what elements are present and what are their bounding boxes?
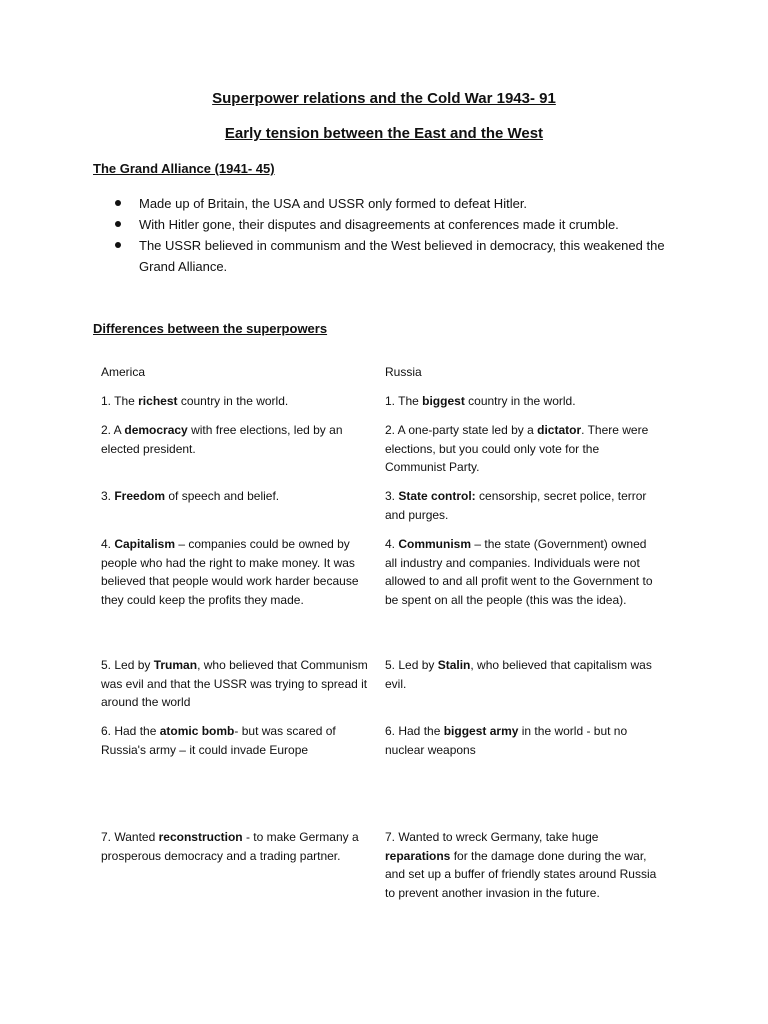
- column-header-russia: Russia: [385, 365, 422, 379]
- bullet-icon: [115, 242, 121, 248]
- table-cell-america: 7. Wanted reconstruction - to make Germany a prosperous democracy and a trading partner.: [101, 830, 359, 863]
- bullet-icon: [115, 221, 121, 227]
- table-cell-russia: 6. Had the biggest army in the world - but no nuclear weapons: [385, 724, 628, 757]
- differences-heading: Differences between the superpowers: [93, 321, 328, 336]
- list-item: [115, 193, 675, 214]
- table-cell-russia: 3. State control: censorship, secret police, terror and purges.: [385, 489, 647, 522]
- list-item-text: Made up of Britain, the USA and USSR only formed to defeat Hitler.: [139, 196, 528, 211]
- grand-alliance-list: [115, 193, 675, 277]
- page-subtitle: Early tension between the East and the West: [224, 125, 544, 142]
- bullet-icon: [115, 200, 121, 206]
- table-cell-america: 4. Capitalism – companies could be owned by people who had the right to make money. It was believed that people would work harder because they could keep the profits they made.: [101, 537, 359, 607]
- list-item: [115, 214, 675, 235]
- table-cell-america: 1. The richest country in the world.: [101, 394, 289, 408]
- grand-alliance-heading: The Grand Alliance (1941- 45): [93, 161, 275, 176]
- table-cell-russia: 1. The biggest country in the world.: [385, 394, 576, 408]
- table-cell-russia: 5. Led by Stalin, who believed that capitalism was evil.: [385, 658, 652, 691]
- table-cell-russia: 7. Wanted to wreck Germany, take huge reparations for the damage done during the war, and set up a buffer of friendly states around Russia to prevent another invasion in the future.: [385, 830, 657, 900]
- table-cell-russia: 2. A one-party state led by a dictator. There were elections, but you could only vote for the Communist Party.: [385, 423, 649, 474]
- page-title: Superpower relations and the Cold War 1943- 91: [212, 90, 556, 107]
- table-cell-america: 2. A democracy with free elections, led by an elected president.: [101, 423, 343, 456]
- table-cell-america: 6. Had the atomic bomb- but was scared of Russia's army – it could invade Europe: [101, 724, 336, 757]
- column-header-america: America: [101, 365, 146, 379]
- list-item-text: With Hitler gone, their disputes and disagreements at conferences made it crumble.: [139, 217, 619, 232]
- list-item: [115, 235, 675, 277]
- list-item-text: The USSR believed in communism and the West believed in democracy, this weakened the Grand Alliance.: [139, 238, 665, 274]
- table-cell-america: 3. Freedom of speech and belief.: [101, 489, 280, 503]
- table-cell-america: 5. Led by Truman, who believed that Communism was evil and that the USSR was trying to spread it around the world: [101, 658, 368, 709]
- table-cell-russia: 4. Communism – the state (Government) owned all industry and companies. Individuals were not allowed to and all profit went to the Government to be spent on all the people (this was the idea).: [385, 537, 653, 607]
